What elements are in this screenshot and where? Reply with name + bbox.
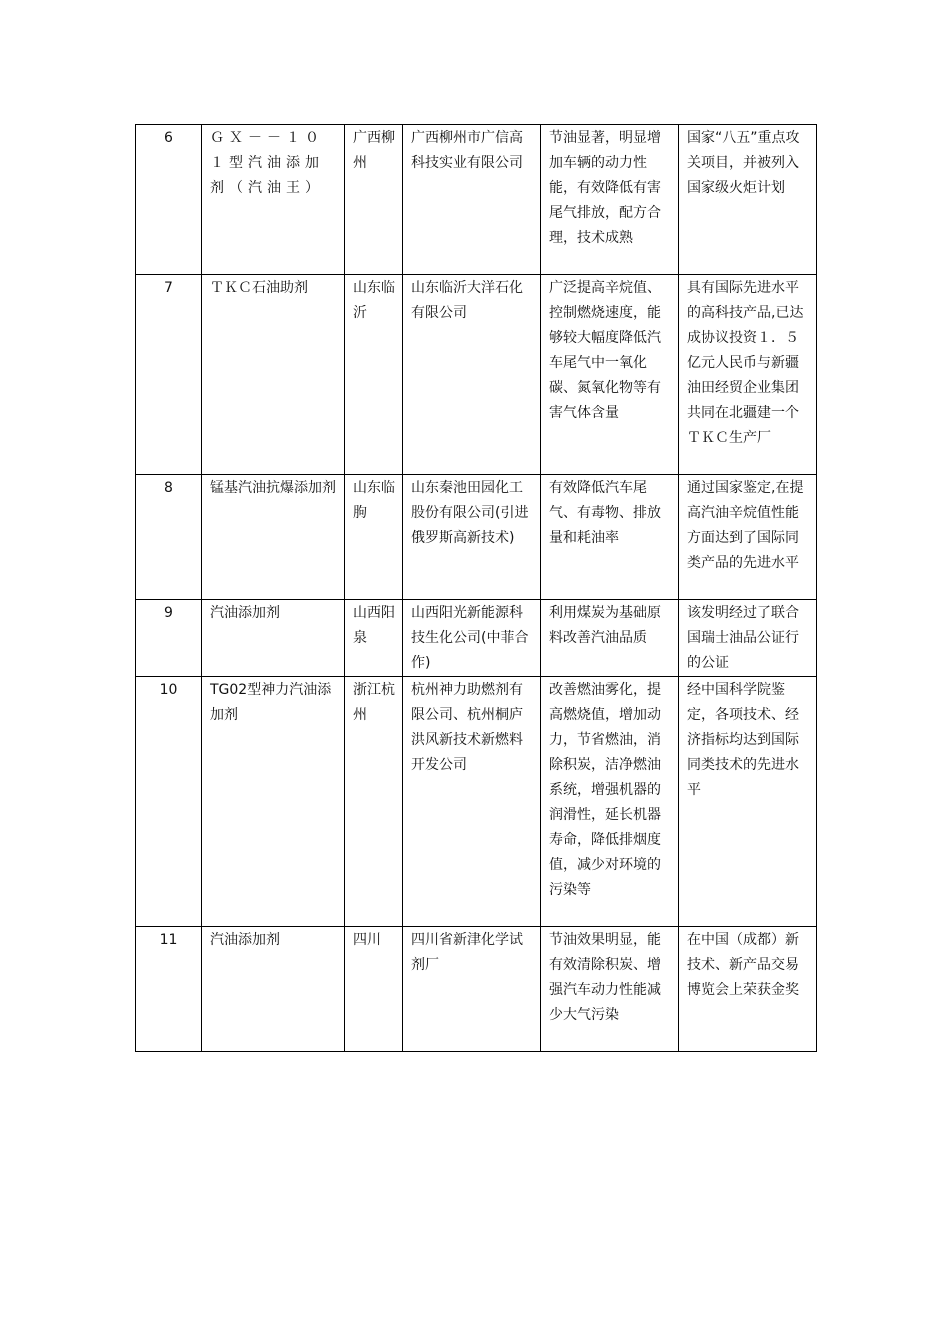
effect: 节油显著，明显增加车辆的动力性能，有效降低有害尾气排放，配方合理，技术成熟 (541, 125, 679, 275)
product-name: 汽油添加剂 (202, 600, 345, 677)
row-number: 7 (136, 275, 202, 475)
evaluation: 该发明经过了联合国瑞士油品公证行的公证 (679, 600, 817, 677)
company: 山西阳光新能源科技生化公司(中菲合作) (403, 600, 541, 677)
company: 杭州神力助燃剂有限公司、杭州桐庐洪风新技术新燃料开发公司 (403, 677, 541, 927)
region: 山西阳泉 (345, 600, 403, 677)
evaluation: 经中国科学院鉴定，各项技术、经济指标均达到国际同类技术的先进水平 (679, 677, 817, 927)
company: 四川省新津化学试剂厂 (403, 927, 541, 1052)
product-name: ＧＸ－－１０１型汽油添加剂（汽油王） (202, 125, 345, 275)
company: 山东临沂大洋石化有限公司 (403, 275, 541, 475)
region: 广西柳州 (345, 125, 403, 275)
row-number: 6 (136, 125, 202, 275)
company: 山东秦池田园化工股份有限公司(引进俄罗斯高新技术) (403, 475, 541, 600)
effect: 有效降低汽车尾气、有毒物、排放量和耗油率 (541, 475, 679, 600)
row-number: 11 (136, 927, 202, 1052)
effect: 改善燃油雾化，提高燃烧值，增加动力，节省燃油，消除积炭，洁净燃油系统，增强机器的润滑性，延长机器寿命，降低排烟度值，减少对环境的污染等 (541, 677, 679, 927)
row-number: 8 (136, 475, 202, 600)
region: 浙江杭州 (345, 677, 403, 927)
effect: 广泛提高辛烷值、控制燃烧速度，能够较大幅度降低汽车尾气中一氧化碳、氮氧化物等有害气体含量 (541, 275, 679, 475)
region: 四川 (345, 927, 403, 1052)
table-row (136, 677, 817, 927)
table-row (136, 275, 817, 475)
table-row (136, 125, 817, 275)
product-name: 锰基汽油抗爆添加剂 (202, 475, 345, 600)
table-row (136, 475, 817, 600)
evaluation: 具有国际先进水平的高科技产品,已达成协议投资１．５亿元人民币与新疆油田经贸企业集团共同在北疆建一个ＴＫＣ生产厂 (679, 275, 817, 475)
product-name: ＴＫＣ石油助剂 (202, 275, 345, 475)
effect: 节油效果明显，能有效清除积炭、增强汽车动力性能减少大气污染 (541, 927, 679, 1052)
product-name: TG02型神力汽油添加剂 (202, 677, 345, 927)
row-number: 10 (136, 677, 202, 927)
region: 山东临沂 (345, 275, 403, 475)
evaluation: 通过国家鉴定,在提高汽油辛烷值性能方面达到了国际同类产品的先进水平 (679, 475, 817, 600)
table-row (136, 600, 817, 677)
row-number: 9 (136, 600, 202, 677)
product-name: 汽油添加剂 (202, 927, 345, 1052)
region: 山东临朐 (345, 475, 403, 600)
evaluation: 国家“八五”重点攻关项目，并被列入国家级火炬计划 (679, 125, 817, 275)
additive-table (135, 124, 817, 1052)
evaluation: 在中国（成都）新技术、新产品交易博览会上荣获金奖 (679, 927, 817, 1052)
effect: 利用煤炭为基础原料改善汽油品质 (541, 600, 679, 677)
table-row (136, 927, 817, 1052)
company: 广西柳州市广信高科技实业有限公司 (403, 125, 541, 275)
